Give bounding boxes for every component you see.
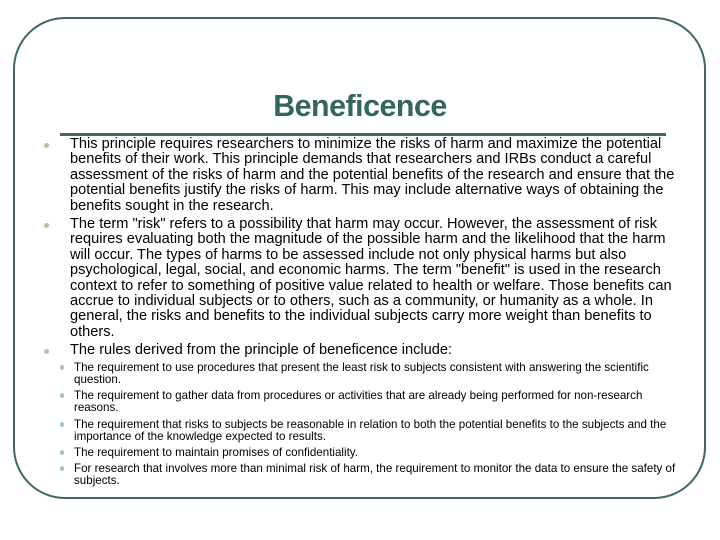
sub-bullet-text: The requirement that risks to subjects be reasonable in relation to both the potential benefits to the subjects and the importance of the knowledge expected to results. (74, 417, 667, 443)
slide-body (42, 137, 682, 492)
bullet-dot-icon (44, 143, 49, 148)
sub-bullet-dot-icon (60, 422, 64, 427)
slide-title: Beneficence (273, 88, 447, 123)
bullet-dot-icon (44, 349, 49, 354)
bullet-item (42, 137, 682, 214)
sub-bullet-dot-icon (60, 393, 64, 398)
sub-bullet-dot-icon (60, 450, 64, 455)
bullet-text: The term "risk" refers to a possibility that harm may occur. However, the assessment of risk requires evaluating both the magnitude of the possible harm and the likelihood that the harm will occur. The types of harms to be assessed include not only physical harms but also psychological, legal, social, and economic harms. The term "benefit" is used in the research context to refer to something of positive value related to health or welfare. Those benefits can accrue to individual subjects or to others, such as a community, or humanity as a whole. In general, the risks and benefits to the individual subjects carry more weight than benefits to others. (70, 216, 672, 340)
sub-bullet-text: The requirement to maintain promises of confidentiality. (74, 445, 358, 459)
sub-bullet-item (42, 390, 682, 414)
sub-bullet-text: For research that involves more than minimal risk of harm, the requirement to monitor the data to ensure the safety of subjects. (74, 462, 676, 488)
bullet-item (42, 343, 682, 358)
bullet-text: The rules derived from the principle of beneficence include: (70, 342, 453, 359)
sub-bullet-item (42, 447, 682, 459)
sub-bullet-dot-icon (60, 466, 64, 471)
bullet-text: This principle requires researchers to minimize the risks of harm and maximize the potential benefits of their work. This principle demands that researchers and IRBs conduct a careful assessment of the risks of harm and the potential benefits of the research and ensure that the potential benefits justify the risks of harm. This may include alternative ways of obtaining the benefits sought in the research. (70, 136, 675, 214)
sub-bullet-dot-icon (60, 365, 64, 370)
sub-bullet-item (42, 419, 682, 443)
sub-bullet-text: The requirement to gather data from procedures or activities that are already being performed for non-research reasons. (74, 389, 643, 415)
sub-bullet-item (42, 463, 682, 487)
sub-bullet-item (42, 362, 682, 386)
sub-bullet-text: The requirement to use procedures that present the least risk to subjects consistent with answering the scientific question. (74, 360, 649, 386)
bullet-dot-icon (44, 223, 49, 228)
sub-bullet-list (42, 362, 682, 488)
bullet-item (42, 217, 682, 340)
